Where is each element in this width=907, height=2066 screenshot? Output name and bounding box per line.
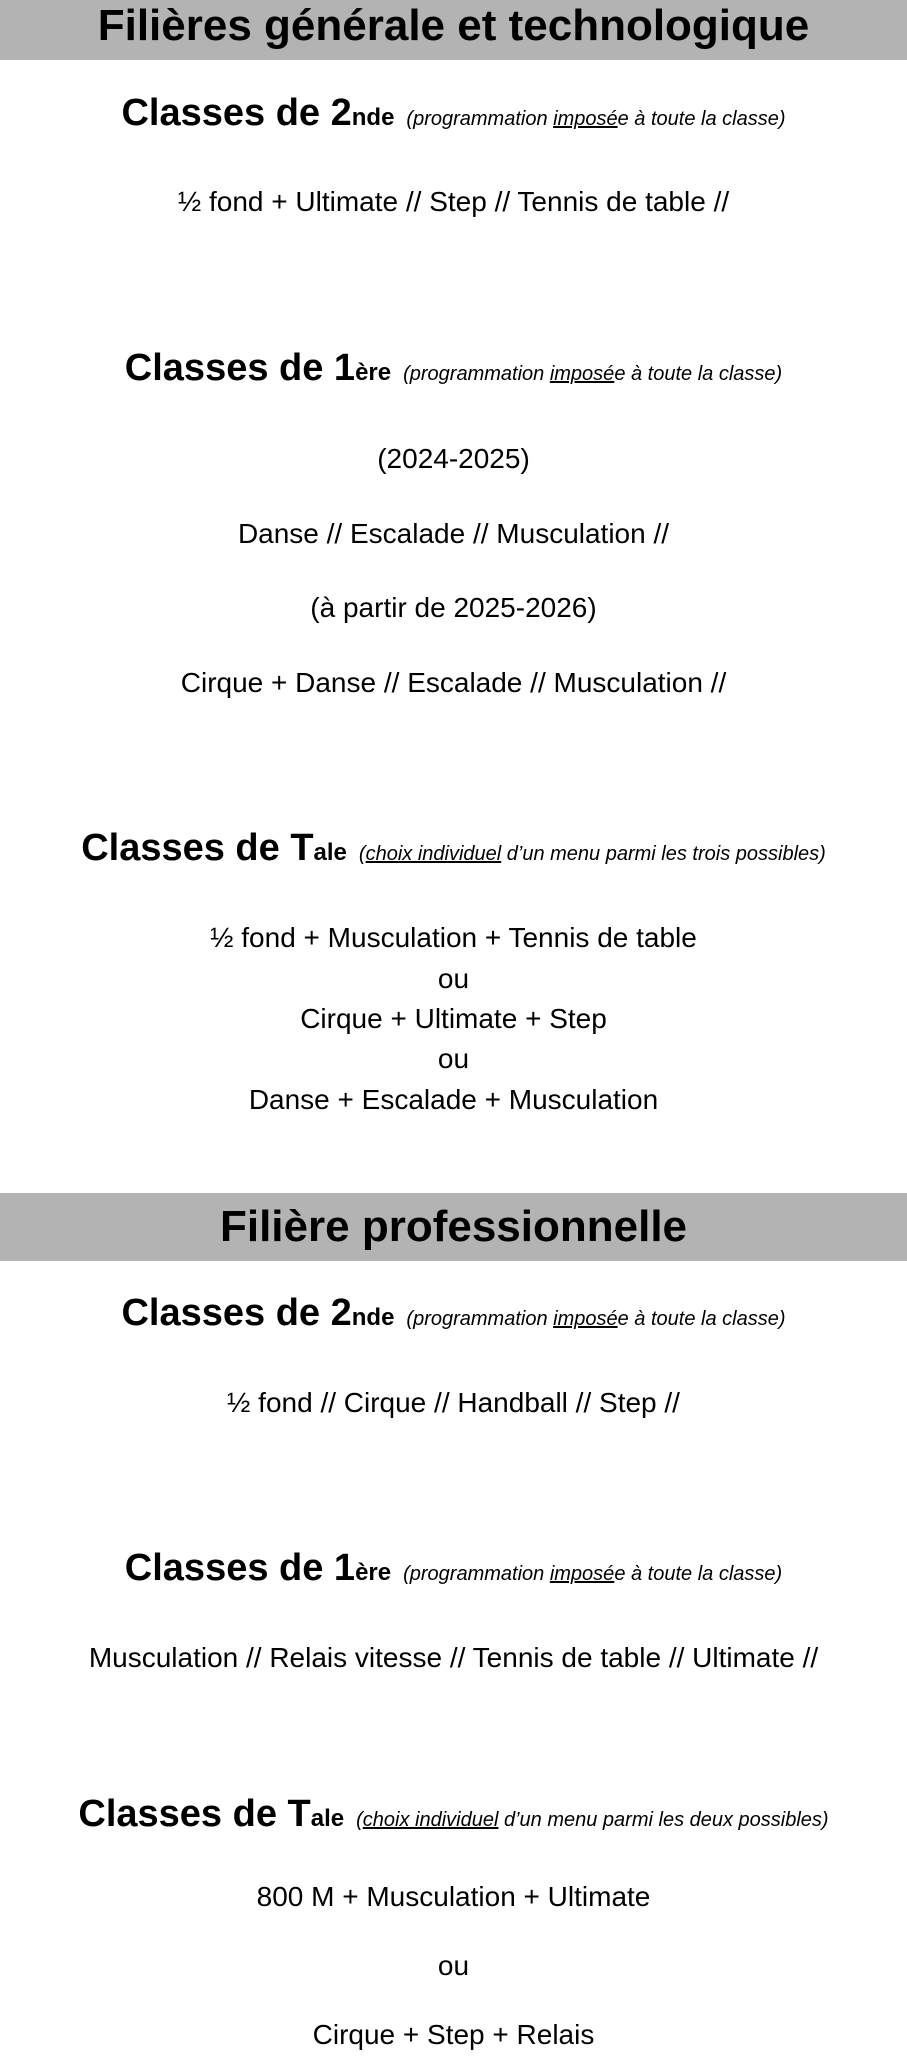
menu-separator: ou [437, 963, 470, 994]
heading-note: (programmation imposée à toute la classe) [406, 1308, 786, 1330]
heading-general-seconde: Classes de 2 nde (programmation imposée à toute la classe) [121, 92, 786, 134]
heading-title: Classes de 2 [121, 1292, 352, 1334]
heading-note: (choix individuel d’un menu parmi les deux possibles) [356, 1809, 829, 1831]
period-2024-2025: (2024-2025) [377, 443, 530, 474]
menu-separator: ou [437, 1043, 470, 1074]
menu-general-1: ½ fond + Musculation + Tennis de table [210, 922, 697, 953]
menu-separator: ou [437, 1950, 470, 1981]
heading-title: Classes de T [81, 827, 314, 869]
heading-note: (programmation imposée à toute la classe) [406, 108, 786, 130]
section-title-general: Filières générale et technologique [97, 1, 810, 50]
heading-title: Classes de T [78, 1793, 311, 1835]
activities-general-premiere-current: Danse // Escalade // Musculation // [237, 518, 670, 549]
activities-general-premiere-future: Cirque + Danse // Escalade // Musculation // [180, 667, 727, 698]
period-from-2025-2026: (à partir de 2025-2026) [310, 592, 597, 623]
menu-pro-2: Cirque + Step + Relais [312, 2019, 595, 2050]
activities-pro-seconde: ½ fond // Cirque // Handball // Step // [227, 1387, 680, 1418]
section-band-pro [0, 1193, 907, 1261]
heading-general-terminale: Classes de T ale (choix individuel d’un menu parmi les trois possibles) [81, 827, 826, 869]
section-title-pro: Filière professionnelle [219, 1202, 688, 1251]
heading-note: (programmation imposée à toute la classe) [403, 1563, 783, 1585]
menu-general-3: Danse + Escalade + Musculation [248, 1084, 659, 1115]
menu-general-2: Cirque + Ultimate + Step [300, 1003, 607, 1034]
heading-pro-terminale: Classes de T ale (choix individuel d’un menu parmi les deux possibles) [78, 1793, 829, 1835]
heading-note: (programmation imposée à toute la classe) [403, 363, 783, 385]
heading-title: Classes de 1 [124, 1547, 356, 1589]
section-band-general [0, 0, 907, 60]
heading-title: Classes de 2 [121, 92, 352, 134]
heading-pro-seconde: Classes de 2 nde (programmation imposée à toute la classe) [121, 1292, 786, 1334]
heading-pro-premiere: Classes de 1 ère (programmation imposée à toute la classe) [124, 1547, 783, 1589]
heading-note: (choix individuel d’un menu parmi les trois possibles) [358, 843, 826, 865]
menu-pro-1: 800 M + Musculation + Ultimate [256, 1881, 651, 1912]
heading-title: Classes de 1 [124, 347, 356, 389]
activities-pro-premiere: Musculation // Relais vitesse // Tennis de table // Ultimate // [88, 1642, 819, 1673]
activities-general-seconde: ½ fond + Ultimate // Step // Tennis de table // [177, 186, 730, 217]
heading-general-premiere: Classes de 1 ère (programmation imposée à toute la classe) [124, 347, 783, 389]
